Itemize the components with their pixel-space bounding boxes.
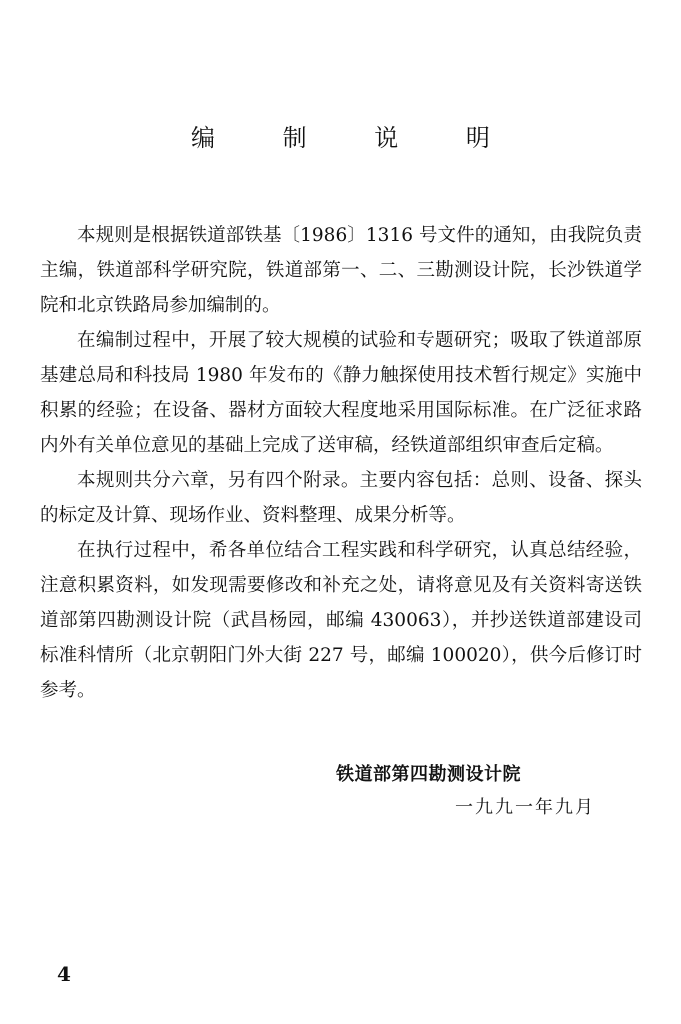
signature-date: 一九九一年九月: [455, 797, 595, 818]
paragraph: 在执行过程中，希各单位结合工程实践和科学研究，认真总结经验，注意积累资料，如发现需要修改和补充之处，请将意见及有关资料寄送铁道部第四勘测设计院（武昌杨园，邮编 430063），并抄送铁道部建设司标准科情所（北京朝阳门外大街 227 号，邮编 100020），供今后修订时参考。: [40, 540, 642, 701]
paragraph: 本规则是根据铁道部铁基〔1986〕1316 号文件的通知，由我院负责主编，铁道部科学研究院，铁道部第一、二、三勘测设计院，长沙铁道学院和北京铁路局参加编制的。: [40, 225, 642, 316]
paragraph: 在编制过程中，开展了较大规模的试验和专题研究；吸取了铁道部原基建总局和科技局 1980 年发布的《静力触探使用技术暂行规定》实施中积累的经验；在设备、器材方面较大程度地采用国际标准。在广泛征求路内外有关单位意见的基础上完成了送审稿，经铁道部组织审查后定稿。: [40, 330, 642, 456]
paragraph: 本规则共分六章，另有四个附录。主要内容包括：总则、设备、探头的标定及计算、现场作业、资料整理、成果分析等。: [40, 470, 642, 526]
page-number: 4: [57, 962, 71, 986]
signature-organization: 铁道部第四勘测设计院: [336, 764, 521, 785]
body-text: [40, 218, 642, 708]
page-title: 编 制 说 明: [191, 124, 520, 152]
